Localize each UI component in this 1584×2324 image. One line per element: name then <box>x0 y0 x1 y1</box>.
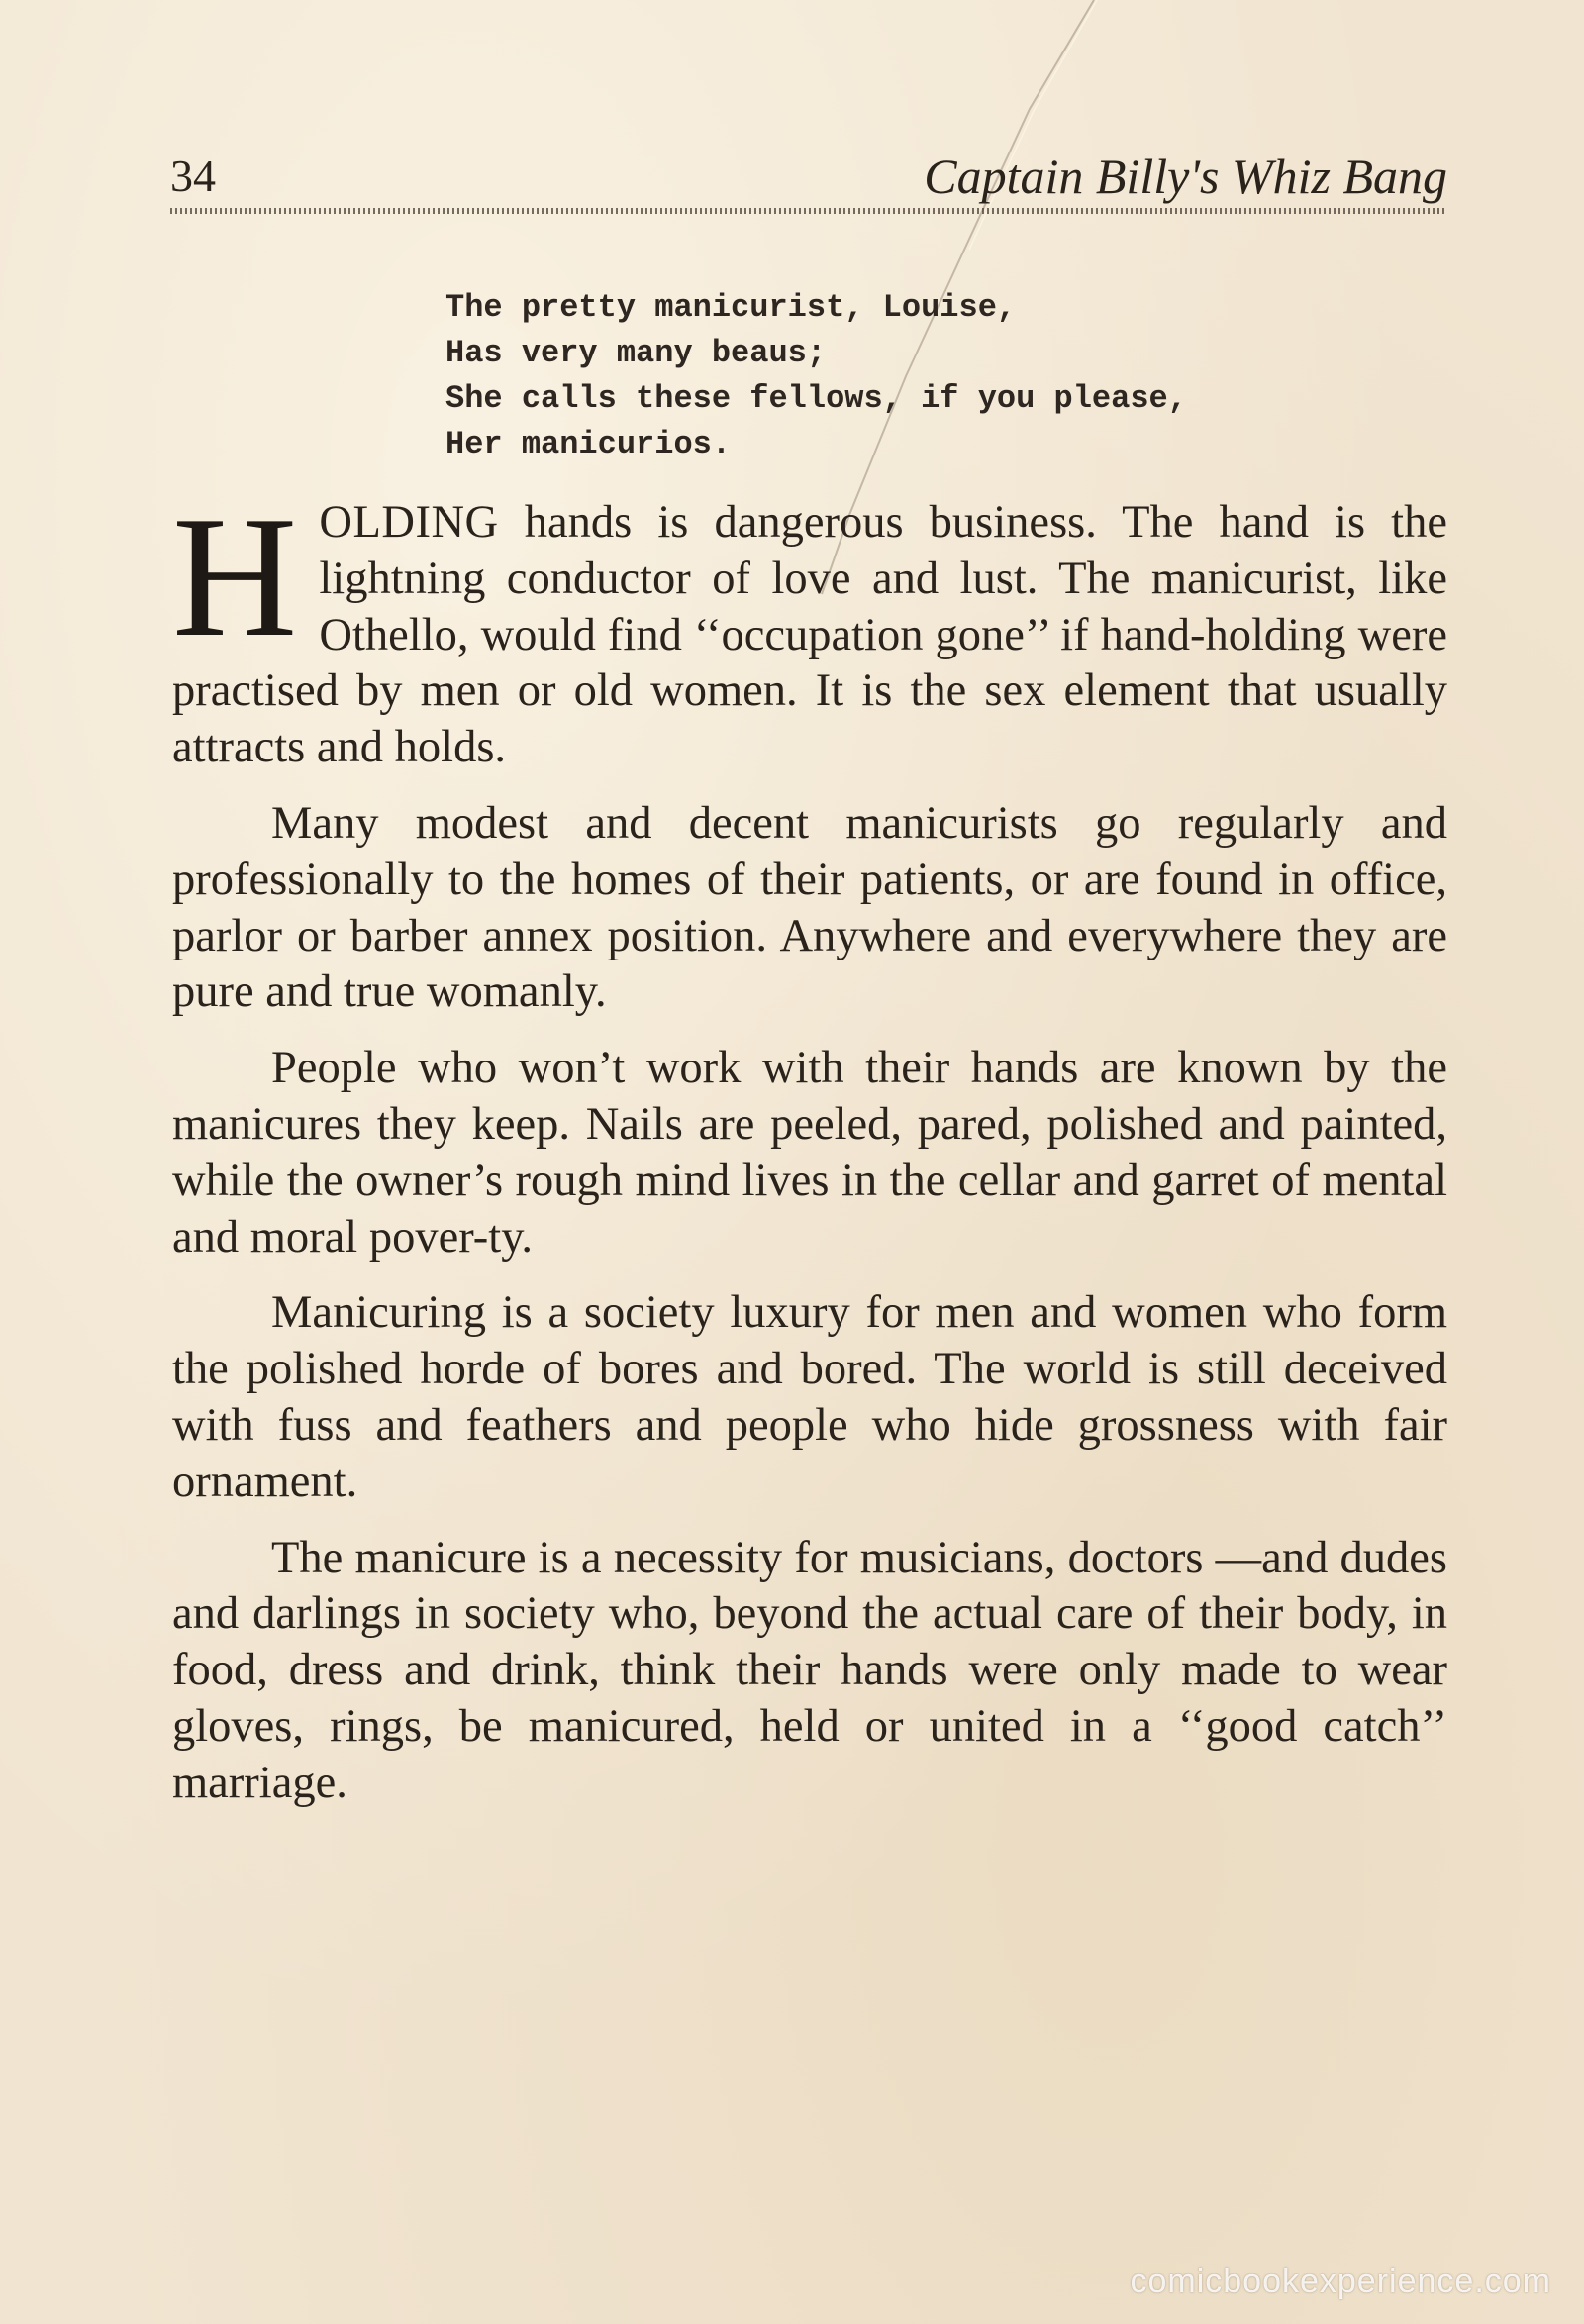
watermark: comicbookexperience.com <box>1130 2263 1551 2300</box>
paragraph-4: Manicuring is a society luxury for men and women who form the polished horde of bores and bored. The world is still deceived with fuss and feathers and people who hide grossness with fair ornament. <box>172 1287 1447 1507</box>
paragraph-5: The manicure is a necessity for musicians, doctors —and dudes and darlings in society who, beyond the actual care of their body, in food, dress and drink, think their hands were only made to wear gloves, rings, be manicured, held or united in a ‘‘good catch’’ marriage. <box>172 1532 1447 1808</box>
poem-line: Her manicurios. <box>446 426 732 462</box>
poem-line: Has very many beaus; <box>446 335 827 371</box>
poem-line: The pretty manicurist, Louise, <box>446 289 1017 326</box>
page-header <box>170 147 1447 206</box>
paragraph-1-text: hands is dangerous business. The hand is the lightning conductor of love and lust. The manicurist, like Othello, would find ‘‘occupation gone’’ if hand-holding were practised by men or old women. It is the sex element that usually attracts and holds. <box>172 497 1447 773</box>
paragraph-3: People who won’t work with their hands are known by the manicures they keep. Nails are peeled, pared, polished and painted, while the owner’s rough mind lives in the cellar and garret of mental and moral pover-ty. <box>172 1043 1447 1263</box>
poem <box>446 285 1238 467</box>
poem-line: She calls these fellows, if you please, <box>446 380 1187 417</box>
article-body <box>172 480 1447 1832</box>
page-number: 34 <box>170 151 216 201</box>
paragraph-1 <box>172 480 1447 776</box>
magazine-title: Captain Billy's Whiz Bang <box>924 149 1447 204</box>
drop-cap: H <box>172 480 298 672</box>
header-rule <box>170 208 1447 214</box>
lead-caps: OLDING <box>319 497 499 548</box>
paragraph-2: Many modest and decent manicurists go regularly and professionally to the homes of their patients, or are found in office, parlor or barber annex position. Anywhere and everywhere they are pure and true womanly. <box>172 797 1447 1018</box>
